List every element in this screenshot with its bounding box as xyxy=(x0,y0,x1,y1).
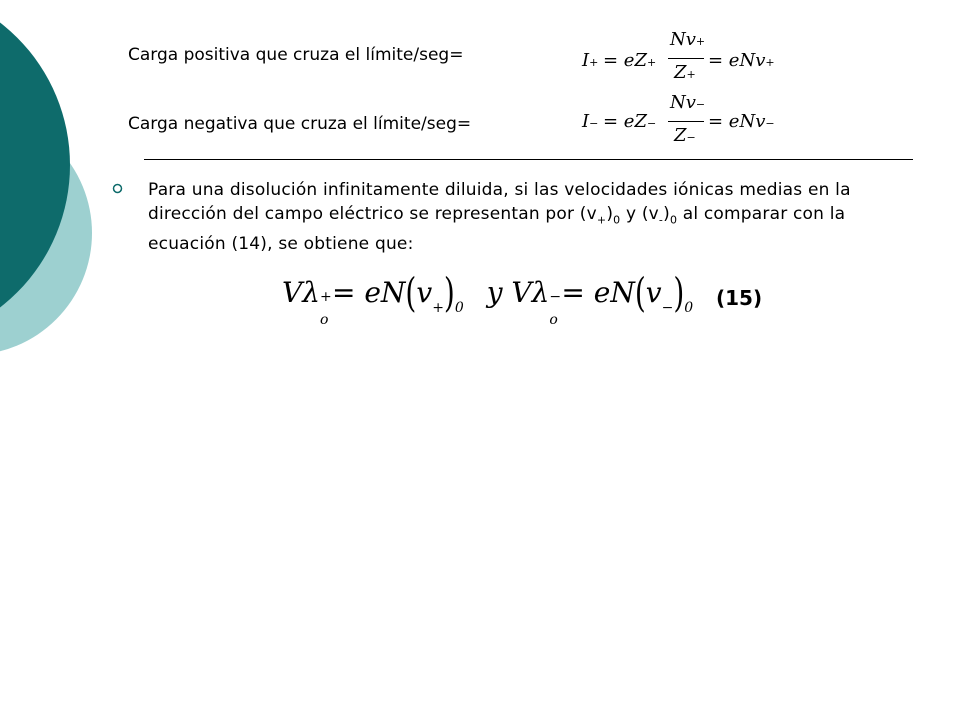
eq-minus-lhs: I xyxy=(582,111,590,132)
eq-minus-fraction-bar xyxy=(668,121,704,122)
equation-15: Vλ + o = $eN(v_+)_0$ y Vλ − o = $eN(v_-)_0$ xyxy=(282,268,694,328)
horizontal-divider xyxy=(144,159,913,160)
eq-minus-lhs-sub: − xyxy=(589,117,599,130)
positive-charge-label: Carga positiva que cruza el límite/seg= xyxy=(128,45,464,65)
eq-plus-mid-sub: + xyxy=(646,56,657,69)
eq-plus-lhs: I xyxy=(582,50,590,71)
negative-charge-label: Carga negativa que cruza el límite/seg= xyxy=(128,114,472,134)
eq-plus-den: Z xyxy=(674,62,687,83)
eq-plus-mid: = eZ xyxy=(603,50,647,71)
eq-minus-mid-sub: − xyxy=(646,117,657,130)
eq-plus-lhs-sub: + xyxy=(589,56,599,69)
eq-minus-num-sub: − xyxy=(695,98,706,111)
eq-minus-mid: = eZ xyxy=(603,111,647,132)
decorative-circles xyxy=(0,0,120,400)
bullet-circle-icon xyxy=(112,183,123,194)
eq-plus-rhs-sub: + xyxy=(765,56,775,69)
eq-minus-num: Nv xyxy=(670,92,696,113)
body-paragraph: Para una disolución infinitamente diluida, si las velocidades iónicas medias en la dirección del campo eléctrico se representan por $(v_+)_0$ y $(v_-)_0$ al comparar con la ecuación (14), se obtiene que: xyxy=(148,180,851,255)
eq-minus-rhs: = eNv xyxy=(708,111,766,132)
eq-plus-num: Nv xyxy=(670,29,696,50)
eq-minus-den: Z xyxy=(674,125,687,146)
eq-plus-num-sub: + xyxy=(695,35,706,48)
eq-plus-fraction-bar xyxy=(668,58,704,59)
eq-plus-den-sub: + xyxy=(686,68,696,81)
eq-plus-rhs: = eNv xyxy=(708,50,766,71)
eq-minus-den-sub: − xyxy=(686,131,696,144)
equation-number: (15) xyxy=(716,286,763,310)
eq-minus-rhs-sub: − xyxy=(765,117,775,130)
